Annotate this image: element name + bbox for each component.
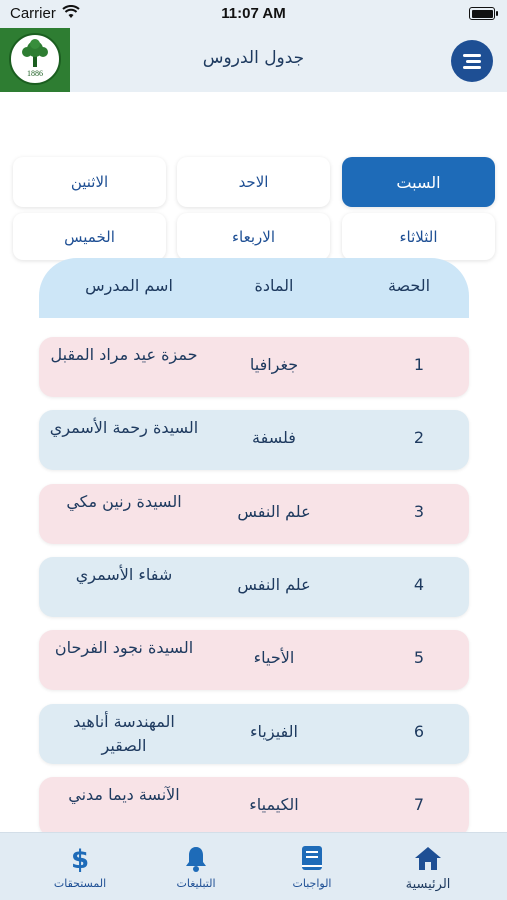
subject-name: الكيمياء (249, 795, 299, 814)
tab-thursday[interactable]: الخميس (13, 213, 166, 260)
app-header (0, 28, 507, 92)
period-number: 6 (413, 722, 425, 741)
table-row (39, 337, 469, 397)
subject-name: جغرافيا (249, 355, 299, 374)
subject-name: علم النفس (237, 502, 311, 521)
header-period: الحصة (387, 276, 431, 295)
page-title: جدول الدروس (202, 48, 305, 68)
table-row (39, 557, 469, 617)
dollar-icon (65, 843, 95, 873)
teacher-name: السيدة نجود الفرحان (54, 638, 194, 657)
clock: 11:07 AM (221, 5, 286, 22)
nav-home[interactable] (368, 833, 488, 900)
teacher-name: شفاء الأسمري (75, 565, 173, 584)
subject-name: الفيزياء (250, 722, 298, 741)
nav-home-label: الرئيسية (405, 877, 451, 892)
table-row (39, 777, 469, 837)
table-row (39, 704, 469, 764)
nav-notifications-label: التبليغات (176, 877, 216, 890)
tab-monday[interactable]: الاثنين (13, 157, 166, 207)
nav-homework[interactable] (252, 833, 372, 900)
header-subject: المادة (254, 276, 294, 295)
table-row (39, 630, 469, 690)
period-number: 1 (413, 355, 425, 374)
teacher-name: الآنسة ديما مدني (68, 785, 180, 804)
status-bar (0, 0, 507, 28)
tab-sunday[interactable]: الاحد (177, 157, 330, 207)
subject-name: علم النفس (237, 575, 311, 594)
bell-icon (181, 843, 211, 873)
teacher-name: السيدة رنين مكي (66, 492, 182, 511)
nav-notifications[interactable] (136, 833, 256, 900)
subject-name: الأحياء (253, 648, 295, 667)
period-number: 5 (413, 648, 425, 667)
period-number: 7 (413, 795, 425, 814)
teacher-name: السيدة رحمة الأسمري (49, 418, 199, 437)
home-icon (413, 843, 443, 873)
menu-button[interactable] (451, 40, 493, 82)
table-row (39, 410, 469, 470)
schedule-table-header (39, 258, 469, 318)
tab-tuesday[interactable]: الثلاثاء (342, 213, 495, 260)
table-row (39, 484, 469, 544)
teacher-name: المهندسة أناهيد الصقير (73, 712, 175, 755)
teacher-name: حمزة عيد مراد المقبل (50, 345, 198, 364)
svg-text:$: $ (70, 845, 90, 873)
carrier-label: Carrier (10, 5, 56, 22)
nav-fees[interactable] (20, 833, 140, 900)
tab-wednesday[interactable]: الاربعاء (177, 213, 330, 260)
period-number: 3 (413, 502, 425, 521)
period-number: 4 (413, 575, 425, 594)
header-teacher: اسم المدرس (85, 276, 173, 295)
bottom-nav (0, 832, 507, 900)
nav-fees-label: المستحقات (53, 877, 107, 890)
battery-icon (469, 7, 495, 20)
subject-name: فلسفة (252, 428, 296, 447)
nav-homework-label: الواجبات (292, 877, 332, 890)
logo-year: 1886 (27, 69, 43, 78)
book-icon (297, 843, 327, 873)
tab-saturday[interactable]: السبت (342, 157, 495, 207)
period-number: 2 (413, 428, 425, 447)
